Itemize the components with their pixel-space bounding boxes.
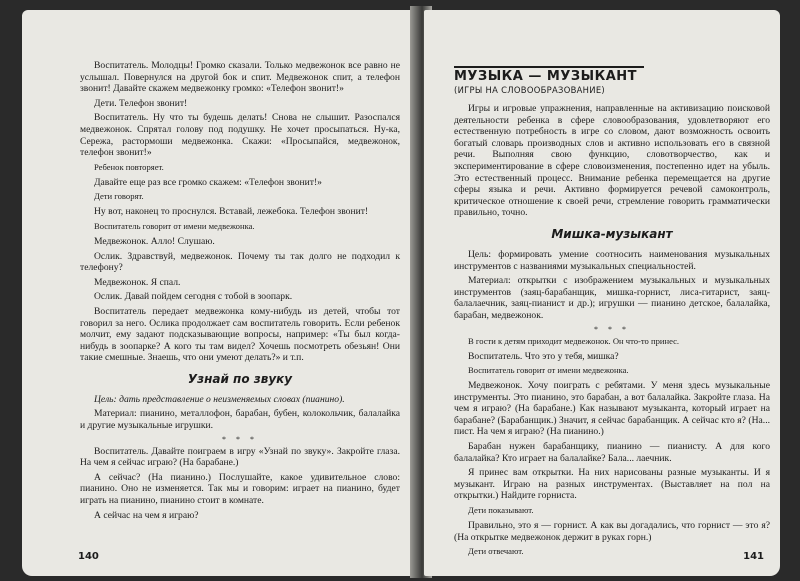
paragraph: Дети говорят. xyxy=(94,191,144,202)
paragraph: Воспитатель. Ну что ты будешь делать! Снова не слышит. Разоспался медвежонок. Спрятал голову под подушку. Не хочет просыпаться. Ну-ка, Сережа, растормоши медвежонка. Скажи: «Просыпайся, медвежонок, телефон звонит!» xyxy=(80,112,400,159)
paragraph: Цель: формировать умение соотносить наименования музыкальных инструментов с названиями музыкальных специальностей. xyxy=(454,248,770,272)
paragraph: Дети отвечают. xyxy=(468,546,524,557)
paragraph: Медвежонок. Хочу поиграть с ребятами. У меня здесь музыкальные инструменты. Это пианино, это барабан, а вот балалайка. Закройте глаза. На чем я играю? (На барабане.) Как называют музыканта, который играет на барабане? (Барабанщик.) Значит, я сейчас барабанщик. А сейчас кто я? (На... пист. На чем я играю? (На пианино.) xyxy=(454,380,770,438)
right-section-title: Мишка-музыкант xyxy=(551,226,673,241)
stars-divider: * * * xyxy=(594,324,630,334)
page-number-left: 140 xyxy=(78,551,99,562)
paragraph: Воспитатель говорит от имени медвежонка. xyxy=(468,365,629,376)
chapter-title: МУЗЫКА — МУЗЫКАНТ xyxy=(454,69,638,84)
chapter-subtitle: (ИГРЫ НА СЛОВООБРАЗОВАНИЕ) xyxy=(454,85,605,95)
paragraph: Игры и игровые упражнения, направленные на активизацию поисковой деятельности ребенка в сфере словообразования, удовлетворяют его естественную потребность в игре со словом, дают возможность освоить богатый словарь производных слов и активно использовать его в связной речи. Выполняя свою функцию, словотворчество, как и экспериментирование в сфере словоизменения, постепенно идет на убыль. Это естественный процесс. Внимание ребенка перемещается на другие сферы языка и речи. Активно формируется речевой самоконтроль, критическое отношение к своей речи, стремление говорить грамматически правильно, точно. xyxy=(454,103,770,219)
paragraph: Дети показывают. xyxy=(468,505,534,516)
paragraph: Воспитатель. Молодцы! Громко сказали. Только медвежонок все равно не услышал. Повернулся на другой бок и спит. Медвежонок спит, а телефон звонит! Давайте скажем медвежонку громко: «Телефон звонит!» xyxy=(80,60,400,95)
paragraph: Материал: пианино, металлофон, барабан, бубен, колокольчик, балалайка и другие музыкальные игрушки. xyxy=(80,408,400,432)
paragraph: Цель: дать представление о неизменяемых словах (пианино). xyxy=(94,393,345,405)
paragraph: Давайте еще раз все громко скажем: «Телефон звонит!» xyxy=(94,176,322,188)
paragraph: Барабан нужен барабанщику, пианино — пианисту. А для кого балалайка? Кто играет на балалайке? Бала... лаечник. xyxy=(454,441,770,464)
paragraph: Ослик. Давай пойдем сегодня с тобой в зоопарк. xyxy=(94,291,293,303)
paragraph: Медвежонок. Я спал. xyxy=(94,276,181,288)
left-section-title: Узнай по звуку xyxy=(187,371,293,386)
page-number-right: 141 xyxy=(743,551,764,562)
paragraph: Материал: открытки с изображением музыкальных и музыкальных инструментов (заяц-барабанщик, мишка-горнист, лиса-гитарист, заяц-балалаечник, заяц-пианист и др.); игрушки — пианино детское, балалайка, барабан, медвежонок. xyxy=(454,275,770,321)
left-page-text-top xyxy=(80,60,400,364)
paragraph: В гости к детям приходит медвежонок. Он что-то принес. xyxy=(468,335,680,346)
right-page-text-top xyxy=(454,103,770,219)
paragraph: Воспитатель говорит от имени медвежонка. xyxy=(94,220,255,231)
right-page-text-bottom xyxy=(454,249,770,557)
paragraph: Медвежонок. Алло! Слушаю. xyxy=(94,235,215,247)
paragraph: Правильно, это я — горнист. А как вы догадались, что горнист — это я? (На открытке медвежонок держит в руках горн.) xyxy=(454,520,770,543)
paragraph: Воспитатель. Давайте поиграем в игру «Узнай по звуку». Закройте глаза. На чем я сейчас играю? (На барабане.) xyxy=(80,445,400,469)
paragraph: Я принес вам открытки. На них нарисованы разные музыканты. И я музыкант. Играю на разных инструментах. (Выставляет на пол на открытки.) Найдите горниста. xyxy=(454,467,770,502)
paragraph: Воспитатель передает медвежонка кому-нибудь из детей, чтобы тот говорил за него. Ослика продолжает сам воспитатель говорить. Если ребенок молчит, ему задают подсказывающие вопросы, например: «Ты был когда-нибудь в зоопарке? А кого ты там видел? Хочешь посмотреть обезьян! Они такие смешные. Знаешь, что они умеют делать?» и т.п. xyxy=(80,305,400,364)
left-page-text-bottom xyxy=(80,394,400,521)
paragraph: Ребенок повторяет. xyxy=(94,161,164,172)
paragraph: Ну вот, наконец то проснулся. Вставай, лежебока. Телефон звонит! xyxy=(94,206,369,218)
paragraph: Ослик. Здравствуй, медвежонок. Почему ты так долго не подходил к телефону? xyxy=(80,250,400,274)
paragraph: А сейчас на чем я играю? xyxy=(94,509,199,521)
right-page xyxy=(424,10,780,576)
title-rule xyxy=(454,66,644,68)
paragraph: Дети. Телефон звонит! xyxy=(94,97,188,109)
paragraph: Воспитатель. Что это у тебя, мишка? xyxy=(468,350,619,362)
paragraph: А сейчас? (На пианино.) Послушайте, какое удивительное слово: пианино. Оно не изменяется. Так мы и говорим: играет на пианино, будет играть на пианино, пианино стоит в комнате. xyxy=(80,471,400,507)
stars-divider: * * * xyxy=(222,434,258,444)
left-page xyxy=(22,10,418,576)
